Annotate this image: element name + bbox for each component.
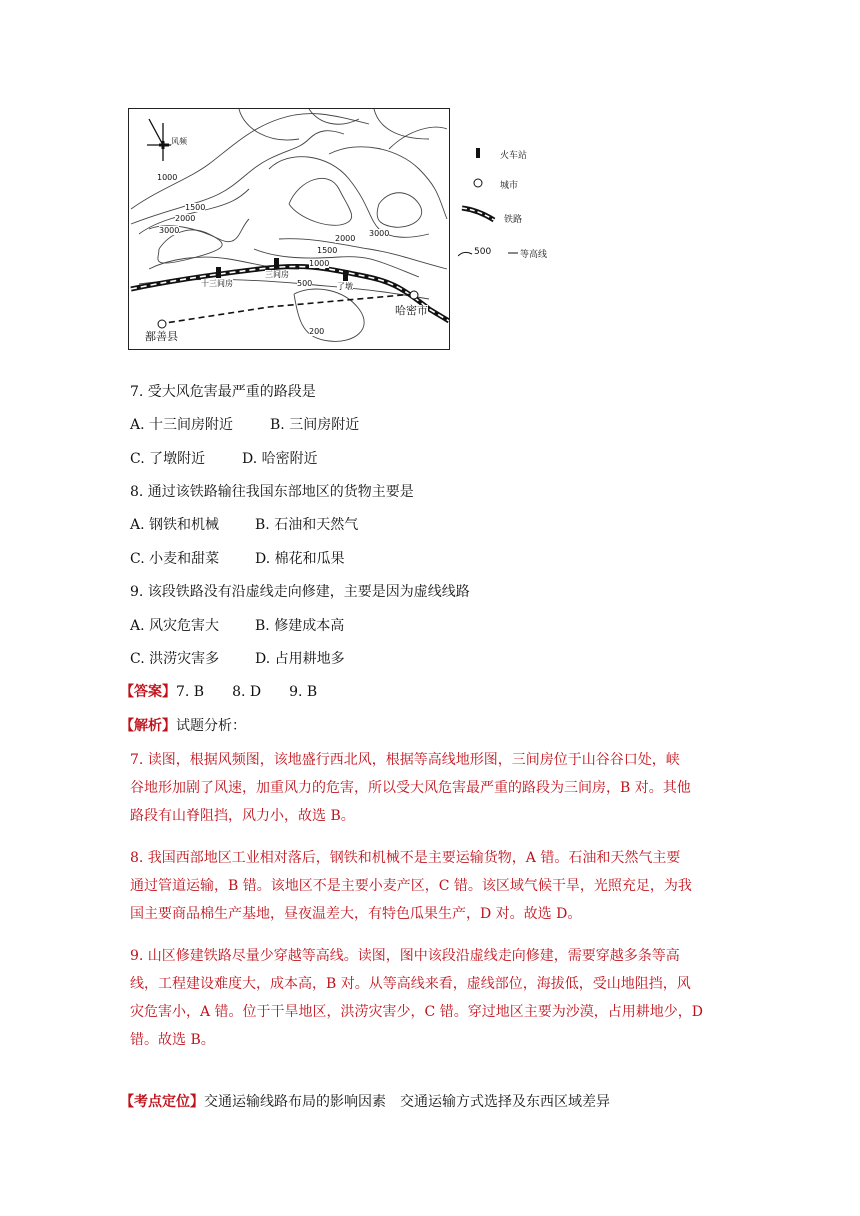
question-9-options-row-1 [130, 616, 344, 636]
contour-label: 2000 [175, 214, 196, 223]
analysis-line: 9. 山区修建铁路尽量少穿越等高线。读图，图中该段沿虚线走向修建，需要穿越多条等高 [130, 948, 680, 964]
map-frame [128, 108, 450, 350]
contour-label: 1000 [309, 259, 330, 268]
option-c: C. 小麦和甜菜 [130, 551, 220, 567]
analysis-paragraph-8 [130, 844, 730, 928]
legend-city-label: 城市 [500, 181, 519, 191]
contour-label: 1000 [157, 173, 178, 182]
option-d: D. 占用耕地多 [255, 651, 345, 667]
legend-contour-value: 500 [474, 247, 492, 257]
option-d: D. 棉花和瓜果 [255, 551, 345, 567]
contour-label: 2000 [335, 234, 356, 243]
option-d: D. 哈密附近 [242, 451, 318, 467]
question-9-stem: 9. 该段铁路没有沿虚线走向修建，主要是因为虚线线路 [130, 584, 470, 600]
legend-contour-icon [458, 252, 472, 256]
contour-label: 3000 [159, 226, 180, 235]
analysis-line: 灾危害小，A 错。位于干旱地区，洪涝灾害少，C 错。穿过地区主要为沙漠，占用耕地少，D [130, 1004, 703, 1020]
map-legend [458, 138, 568, 278]
kaodian-line [120, 1092, 610, 1112]
analysis-line: 通过管道运输，B 错。该地区不是主要小麦产区，C 错。该区域气候干旱，光照充足，为我 [130, 878, 692, 894]
analysis-label: 【解析】 [120, 718, 176, 734]
analysis-line: 路段有山脊阻挡，风力小，故选 B。 [130, 808, 355, 824]
answer-label: 【答案】 [120, 684, 176, 700]
legend-station-label: 火车站 [500, 151, 528, 161]
question-8-options-row-1 [130, 515, 358, 535]
legend-railway-icon [462, 208, 494, 220]
station-label-liaodun: 了墩 [337, 282, 353, 291]
contour-label: 3000 [369, 229, 390, 238]
station-marker-sanjianfang [274, 258, 279, 269]
city-marker-shanshan [158, 320, 166, 328]
analysis-line: 谷地形加剧了风速，加重风力的危害，所以受大风危害最严重的路段为三间房，B 对。其他 [130, 780, 691, 796]
option-c: C. 洪涝灾害多 [130, 651, 220, 667]
legend-station-icon [476, 148, 480, 158]
question-7-options-row-1 [130, 415, 359, 435]
legend-railway-label: 铁路 [504, 215, 523, 225]
option-c: C. 了墩附近 [130, 451, 206, 467]
analysis-paragraph-7 [130, 746, 730, 830]
analysis-line: 错。故选 B。 [130, 1032, 215, 1048]
question-8-stem: 8. 通过该铁路输往我国东部地区的货物主要是 [130, 484, 414, 500]
legend-contour-label: 等高线 [520, 250, 548, 260]
contour-label: 1500 [317, 246, 338, 255]
option-a: A. 风灾危害大 [130, 618, 220, 634]
station-marker-shisanjianfang [216, 267, 221, 278]
option-b: B. 修建成本高 [255, 618, 345, 634]
analysis-line [120, 716, 246, 736]
contour-label: 200 [309, 327, 325, 336]
contour-label: 1500 [185, 203, 206, 212]
legend-city-icon [474, 179, 482, 187]
station-label-shisanjianfang: 十三间房 [201, 279, 233, 288]
kaodian-text: 交通运输线路布局的影响因素 交通运输方式选择及东西区域差异 [204, 1094, 610, 1110]
question-7-options-row-2 [130, 449, 318, 469]
analysis-line: 线，工程建设难度大，成本高，B 对。从等高线来看，虚线部位，海拔低，受山地阻挡，风 [130, 976, 691, 992]
city-marker-hami [410, 291, 418, 299]
analysis-paragraph-9 [130, 942, 730, 1054]
option-b: B. 三间房附近 [270, 417, 360, 433]
contour-label: 500 [297, 279, 313, 288]
analysis-line: 国主要商品棉生产基地，昼夜温差大，有特色瓜果生产，D 对。故选 D。 [130, 906, 582, 922]
answer-line [120, 682, 317, 702]
analysis-intro: 试题分析： [176, 718, 246, 734]
question-9-options-row-2 [130, 649, 345, 669]
station-marker-liaodun [343, 270, 348, 281]
option-a: A. 十三间房附近 [130, 417, 234, 433]
question-8-options-row-2 [130, 549, 345, 569]
dashed-route [159, 294, 414, 324]
answer-text: 7. B 8. D 9. B [176, 684, 318, 700]
topographic-map-figure [128, 108, 558, 356]
wind-label: 风频 [171, 137, 187, 146]
question-7-stem: 7. 受大风危害最严重的路段是 [130, 384, 316, 400]
city-label-shanshan: 鄯善县 [145, 330, 178, 343]
analysis-line: 8. 我国西部地区工业相对落后，钢铁和机械不是主要运输货物，A 错。石油和天然气主要 [130, 850, 681, 866]
analysis-line: 7. 读图，根据风频图，该地盛行西北风，根据等高线地形图，三间房位于山谷谷口处，峡 [130, 752, 680, 768]
city-label-hami: 哈密市 [395, 304, 428, 317]
station-label-sanjianfang: 三间房 [265, 270, 289, 279]
kaodian-label: 【考点定位】 [120, 1094, 204, 1110]
option-b: B. 石油和天然气 [255, 517, 359, 533]
option-a: A. 钢铁和机械 [130, 517, 220, 533]
